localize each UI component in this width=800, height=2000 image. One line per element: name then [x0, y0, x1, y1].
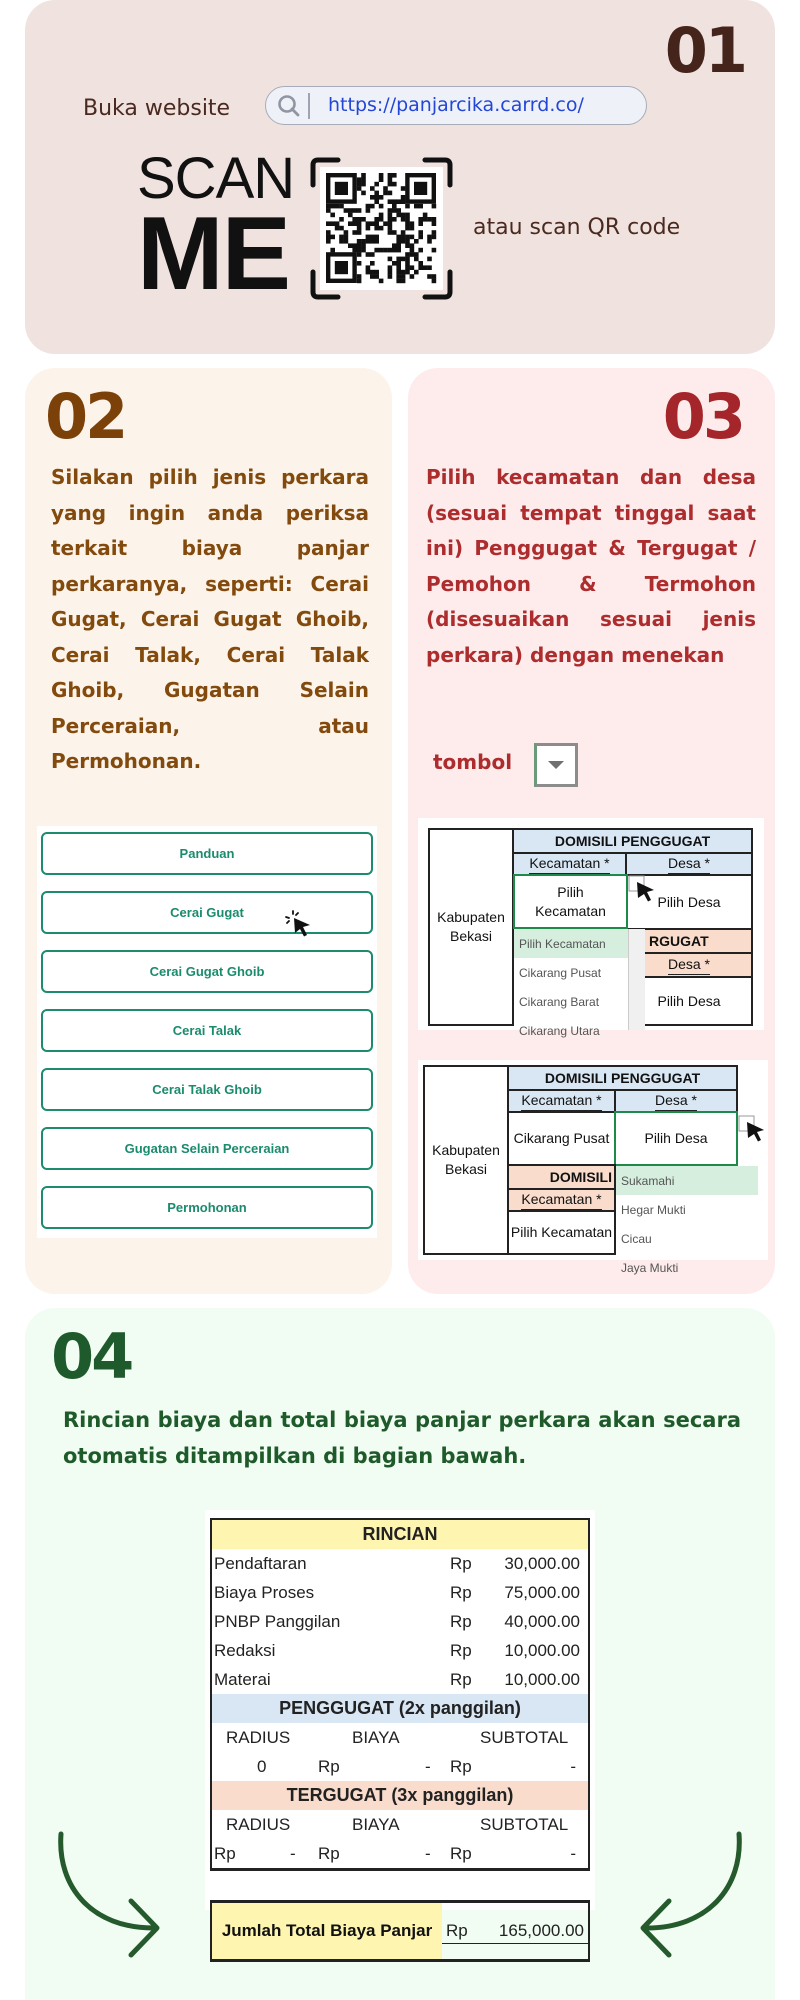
kecamatan-select[interactable]: Cikarang Pusat	[507, 1111, 616, 1166]
dropdown-option[interactable]: Sukamahi	[616, 1166, 758, 1195]
dropdown-option[interactable]: Hegar Mukti	[621, 1202, 686, 1217]
step-number: 01	[664, 14, 745, 87]
kecamatan-select-active[interactable]: Pilih Kecamatan	[513, 874, 628, 929]
qr-code[interactable]	[310, 157, 453, 300]
search-icon	[276, 93, 302, 119]
case-type-button-panel	[37, 826, 377, 1238]
step-3-instructions: Pilih kecamatan dan desa (sesuai tempat tinggal saat ini) Penggugat & Tergugat / Pemohon & Termohon (disesuaikan sesuai jenis perkara) dengan menekan	[426, 465, 756, 667]
kabupaten-cell: Kabupaten Bekasi	[428, 828, 514, 1026]
dropdown-option[interactable]: Cikarang Utara	[519, 1023, 600, 1038]
penggugat-values: 0 Rp - Rp -	[257, 1756, 576, 1776]
dropdown-option[interactable]: Cicau	[621, 1231, 652, 1246]
step-2-instructions: Silakan pilih jenis perkara yang ingin anda periksa terkait biaya panjar perkaranya, seperti: Cerai Gugat, Cerai Gugat Ghoib, Cerai Talak, Cerai Talak Ghoib, Gugatan Selain Perceraian, atau Permohonan.	[51, 465, 369, 773]
curved-arrow-left-icon	[627, 1828, 747, 1958]
penggugat-columns: RADIUS BIAYA SUBTOTAL	[226, 1727, 569, 1747]
step-4-instructions: Rincian biaya dan total biaya panjar perkara akan secara otomatis ditampilkan di bagian bawah.	[63, 1408, 741, 1468]
fee-row: Redaksi Rp 10,000.00	[214, 1640, 580, 1660]
fee-row: Pendaftaran Rp 30,000.00	[214, 1553, 580, 1573]
desa-select[interactable]: Pilih Desa	[625, 874, 753, 930]
domisili-tergugat-header: DOMISILI	[507, 1164, 616, 1190]
click-cursor-icon	[283, 909, 313, 939]
step-2-card	[25, 368, 392, 1294]
kecamatan-label-tergugat: Kecamatan *	[507, 1188, 616, 1212]
domisili-penggugat-header: DOMISILI PENGGUGAT	[507, 1065, 738, 1091]
step-number: 04	[51, 1320, 132, 1393]
tombol-label: tombol	[433, 750, 513, 774]
tergugat-header: TERGUGAT (3x panggilan)	[212, 1781, 588, 1810]
fee-row: PNBP Panggilan Rp 40,000.00	[214, 1611, 580, 1631]
desa-label: Desa *	[625, 852, 753, 876]
url-bar[interactable]	[265, 86, 647, 125]
kecamatan-dropdown-screenshot	[418, 818, 764, 1038]
domisili-tergugat-header: RGUGAT	[625, 928, 753, 954]
dropdown-scrollbar[interactable]	[628, 929, 645, 1030]
website-url[interactable]: https://panjarcika.carrd.co/	[328, 94, 584, 116]
dropdown-option[interactable]: Cikarang Pusat	[519, 965, 602, 980]
desa-label-tergugat: Desa *	[625, 952, 753, 978]
dropdown-option[interactable]: Jaya Mukti	[621, 1260, 679, 1275]
curved-arrow-right-icon	[53, 1828, 173, 1958]
kabupaten-cell: Kabupaten Bekasi	[423, 1065, 509, 1255]
fee-row: Materai Rp 10,000.00	[214, 1669, 580, 1689]
step-3-card	[408, 368, 775, 1294]
rincian-title: RINCIAN	[212, 1520, 588, 1549]
me-text: ME	[137, 196, 289, 312]
rincian-table	[210, 1518, 590, 1871]
dropdown-button-example[interactable]	[534, 743, 578, 787]
step-1-card	[25, 0, 775, 354]
kecamatan-dropdown-list	[514, 929, 645, 1038]
case-button-cerai-gugat-ghoib[interactable]: Cerai Gugat Ghoib	[41, 950, 373, 993]
case-button-gugatan-selain-perceraian[interactable]: Gugatan Selain Perceraian	[41, 1127, 373, 1170]
dropdown-option[interactable]: Pilih Kecamatan	[514, 929, 645, 958]
dropdown-arrow-icon	[548, 761, 564, 769]
click-cursor-icon	[738, 1115, 768, 1145]
desa-dropdown-list	[616, 1166, 758, 1275]
desa-label: Desa *	[614, 1089, 738, 1113]
case-button-cerai-talak[interactable]: Cerai Talak	[41, 1009, 373, 1052]
scan-me-logo	[137, 146, 295, 312]
tergugat-columns: RADIUS BIAYA SUBTOTAL	[226, 1814, 569, 1834]
total-box	[210, 1900, 590, 1962]
open-website-label: Buka website	[83, 96, 231, 121]
url-bar-divider	[308, 93, 310, 119]
kecamatan-label: Kecamatan *	[507, 1089, 616, 1113]
domisili-penggugat-header: DOMISILI PENGGUGAT	[512, 828, 753, 854]
total-value: Rp 165,000.00	[442, 1903, 588, 1959]
desa-dropdown-screenshot	[418, 1060, 768, 1275]
step-4-card	[25, 1308, 775, 2000]
step-number: 02	[45, 380, 126, 453]
dropdown-option[interactable]: Cikarang Barat	[519, 994, 600, 1009]
desa-select-active[interactable]: Pilih Desa	[614, 1111, 738, 1166]
case-button-cerai-gugat[interactable]: Cerai Gugat	[41, 891, 373, 934]
desa-select-tergugat[interactable]: Pilih Desa	[625, 976, 753, 1026]
click-cursor-icon	[628, 875, 658, 905]
scan-text: SCAN	[137, 146, 295, 211]
fee-row: Biaya Proses Rp 75,000.00	[214, 1582, 580, 1602]
rincian-screenshot	[205, 1510, 595, 1940]
case-button-panduan[interactable]: Panduan	[41, 832, 373, 875]
total-label: Jumlah Total Biaya Panjar	[212, 1903, 442, 1959]
case-button-cerai-talak-ghoib[interactable]: Cerai Talak Ghoib	[41, 1068, 373, 1111]
kecamatan-label: Kecamatan *	[512, 852, 627, 876]
tergugat-values: Rp - Rp - Rp -	[214, 1843, 576, 1863]
step-number: 03	[662, 380, 743, 453]
qr-caption: atau scan QR code	[473, 215, 681, 240]
penggugat-header: PENGGUGAT (2x panggilan)	[212, 1694, 588, 1723]
case-button-permohonan[interactable]: Permohonan	[41, 1186, 373, 1229]
kecamatan-select-tergugat[interactable]: Pilih Kecamatan	[507, 1210, 616, 1255]
